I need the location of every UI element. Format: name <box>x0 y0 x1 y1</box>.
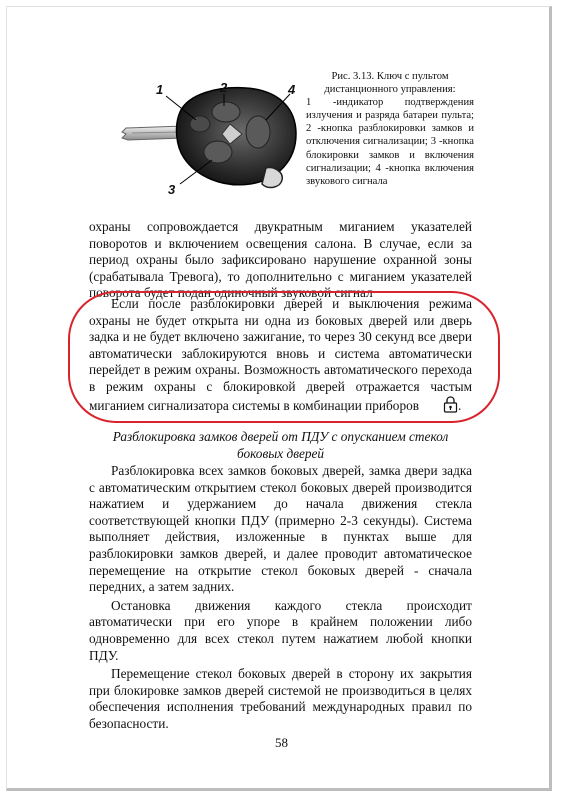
key-remote-figure <box>118 72 308 202</box>
page-number: 58 <box>275 735 288 750</box>
callout-3: 3 <box>168 182 176 197</box>
figure-caption <box>306 70 474 188</box>
paragraph-auto-lock-text: Если после разблокировки дверей и выключения режима охраны не будет открыта ни одна из боковых дверей или дверь задка и не будет включено зажигание, то через 30 секунд все двери автоматически заблокируются вновь и система автоматически перейдет в режим охраны. Возможность автоматического перехода в режим охраны с блокировкой дверей отражается частым миганием сигнализатора системы в комбинации приборов <box>89 296 472 413</box>
padlock-icon <box>421 396 458 418</box>
callout-2: 2 <box>220 80 228 95</box>
paragraph-auto-lock <box>89 296 472 417</box>
caption-body: 1 -индикатор подтверждения излучения и разряда батареи пульта; 2 -кнопка разблокировки замков и отключения сигнализации; 3 -кнопка блокировки замков и включения сигнализации; 4 -кнопка включения звукового сигнала <box>306 97 474 187</box>
text-block-1 <box>89 219 472 302</box>
paragraph-window-closing: Перемещение стекол боковых дверей в сторону их закрытия при блокировке замков дверей системой не производиться в целях обеспечения исполнения требований международных правил по безопасности. <box>89 666 472 731</box>
section-subheading: Разблокировка замков дверей от ПДУ с опусканием стекол боковых дверей <box>112 429 449 461</box>
car-key-remote-icon <box>118 72 308 202</box>
text-block-2 <box>89 296 472 417</box>
caption-title: Рис. 3.13. Ключ с пультом дистанционного управления: <box>324 71 456 96</box>
callout-4: 4 <box>288 82 296 97</box>
paragraph-window-stop: Остановка движения каждого стекла происходит автоматически при его упоре в крайнем положении либо одновременно для всех стекол путем нажатием любой кнопки ПДУ. <box>89 597 472 663</box>
paragraph-unlock-windows: Разблокировка всех замков боковых дверей, замка двери задка с автоматическим открытием стекол боковых дверей производится нажатием и удержанием до начала движения стекла соответствующей кнопки ПДУ (примерно 2-3 секунды). Система выполняет действия, изложенные в пунктах выше для разблокировки замков дверей, и далее проводит автоматическое перемещение на открытие стекол боковых дверей - сначала передних, а затем задних. <box>89 463 472 595</box>
paragraph-continuation: охраны сопровождается двукратным миганием указателей поворотов и включением освещения салона. В случае, если за период охраны было зафиксировано нарушение охранной зоны (срабатывала Тревога), то дополнительно с миганием указателей поворота будет подан одиночный звуковой сигнал <box>89 219 472 301</box>
text-block-3 <box>89 463 472 733</box>
paragraph-auto-lock-end: . <box>458 397 462 413</box>
callout-1: 1 <box>156 82 164 97</box>
